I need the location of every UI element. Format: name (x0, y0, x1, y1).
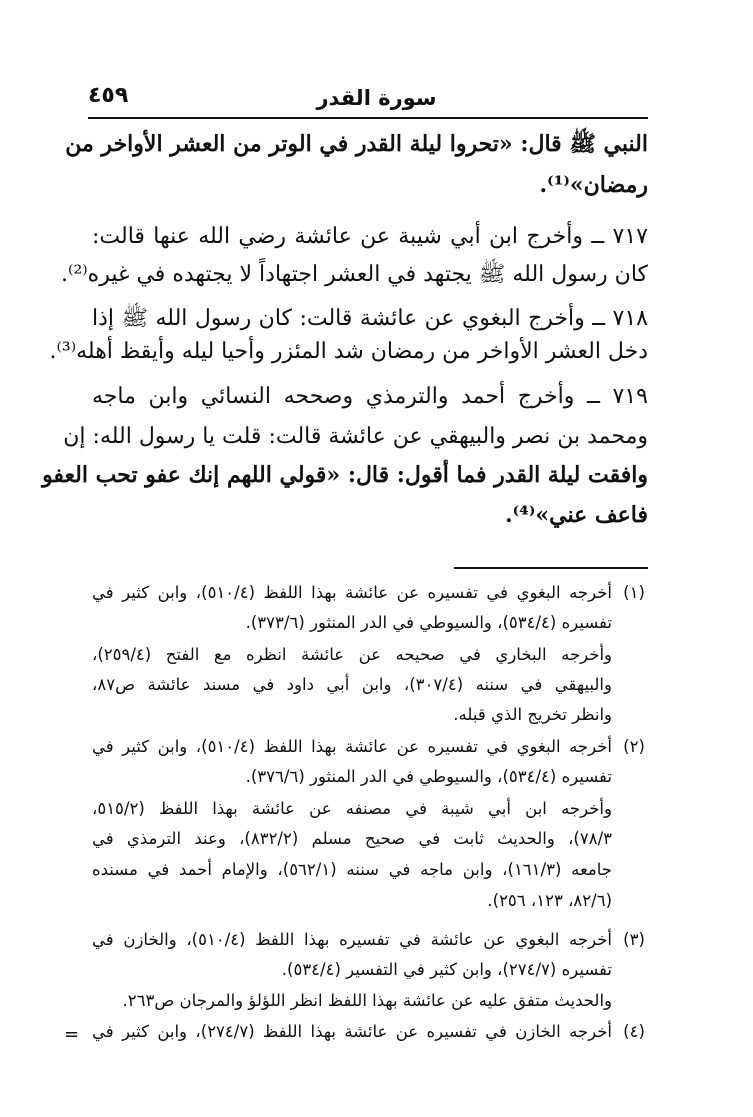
footnote-number: (٤) (623, 1022, 645, 1041)
footnote-line: أخرجه البغوي عن عائشة في تفسيره بهذا اللفظ (٥١٠/٤)، والخازن في (92, 930, 612, 949)
footnote-line: ٧٨/٣)، والحديث ثابت في صحيح مسلم (٨٣٢/٢)، وعند الترمذي في (92, 829, 612, 848)
page-title: سورة القدر (316, 86, 437, 110)
footnote-line: أخرجه البغوي في تفسيره عن عائشة بهذا اللفظ (٥١٠/٤)، وابن كثير في (92, 737, 612, 756)
footnote-number: (١) (623, 583, 645, 602)
footnote-line: أخرجه البغوي في تفسيره عن عائشة بهذا اللفظ (٥١٠/٤)، وابن كثير في (92, 583, 612, 602)
body-line: ٧١٩ ــ وأخرج أحمد والترمذي وصححه النسائي وابن ماجه (92, 384, 648, 409)
footnote-line: تفسيره (٥٣٤/٤)، والسيوطي في الدر المنثور (٣٧٦/٦). (245, 767, 612, 786)
footnote-line: وأخرجه البخاري في صحيحه عن عائشة انظره مع الفتح (٢٥٩/٤)، (92, 645, 612, 664)
footnote-divider (454, 567, 648, 569)
footnote-line: أخرجه الخازن في تفسيره عن عائشة بهذا اللفظ (٢٧٤/٧)، وابن كثير في (92, 1022, 612, 1041)
footnote-line: جامعه (١٦١/٣)، وابن ماجه في سننه (٥٦٢/١)، والإمام أحمد في مسنده (92, 860, 612, 879)
footnote-line: (٨٢/٦، ١٢٣، ٢٥٦). (487, 891, 612, 910)
footnote-number: (٣) (623, 930, 645, 949)
body-line: ومحمد بن نصر والبيهقي عن عائشة قالت: قلت يا رسول الله: إن (63, 424, 648, 449)
footnote-line: وانظر تخريج الذي قبله. (453, 705, 612, 724)
body-line: ٧١٨ ــ وأخرج البغوي عن عائشة قالت: كان رسول الله ﷺ إذا (92, 306, 648, 331)
footnote-line: والحديث متفق عليه عن عائشة بهذا اللفظ انظر اللؤلؤ والمرجان ص٢٦٣. (122, 991, 612, 1010)
body-line: فاعف عني»⁽⁴⁾. (504, 502, 648, 528)
body-line: دخل العشر الأواخر من رمضان شد المئزر وأحيا ليله وأيقظ أهله⁽³⁾. (49, 339, 648, 364)
body-line: وافقت ليلة القدر فما أقول: قال: «قولي اللهم إنك عفو تحب العفو (42, 462, 648, 488)
header-divider (88, 117, 648, 119)
footnote-line: والبيهقي في سننه (٣٠٧/٤)، وابن أبي داود في مسند عائشة ص٨٧، (92, 675, 612, 694)
footnote-line: تفسيره (٢٧٤/٧)، وابن كثير في التفسير (٥٣٤/٤). (281, 960, 612, 979)
page-number: ٤٥٩ (88, 83, 129, 108)
body-line: كان رسول الله ﷺ يجتهد في العشر اجتهاداً لا يجتهده في غيره⁽²⁾. (61, 262, 648, 287)
footnote-line: تفسيره (٥٣٤/٤)، والسيوطي في الدر المنثور (٣٧٣/٦). (245, 613, 612, 632)
footnote-line: وأخرجه ابن أبي شيبة في مصنفه عن عائشة بهذا اللفظ (٥١٥/٢، (92, 799, 612, 818)
body-line: ٧١٧ ــ وأخرج ابن أبي شيبة عن عائشة رضي الله عنها قالت: (92, 224, 648, 249)
body-line: رمضان»⁽¹⁾. (539, 172, 648, 198)
body-line: النبي ﷺ قال: «تحروا ليلة القدر في الوتر من العشر الأواخر من (65, 131, 648, 157)
continuation-mark: = (64, 1024, 80, 1045)
footnote-number: (٢) (623, 737, 645, 756)
